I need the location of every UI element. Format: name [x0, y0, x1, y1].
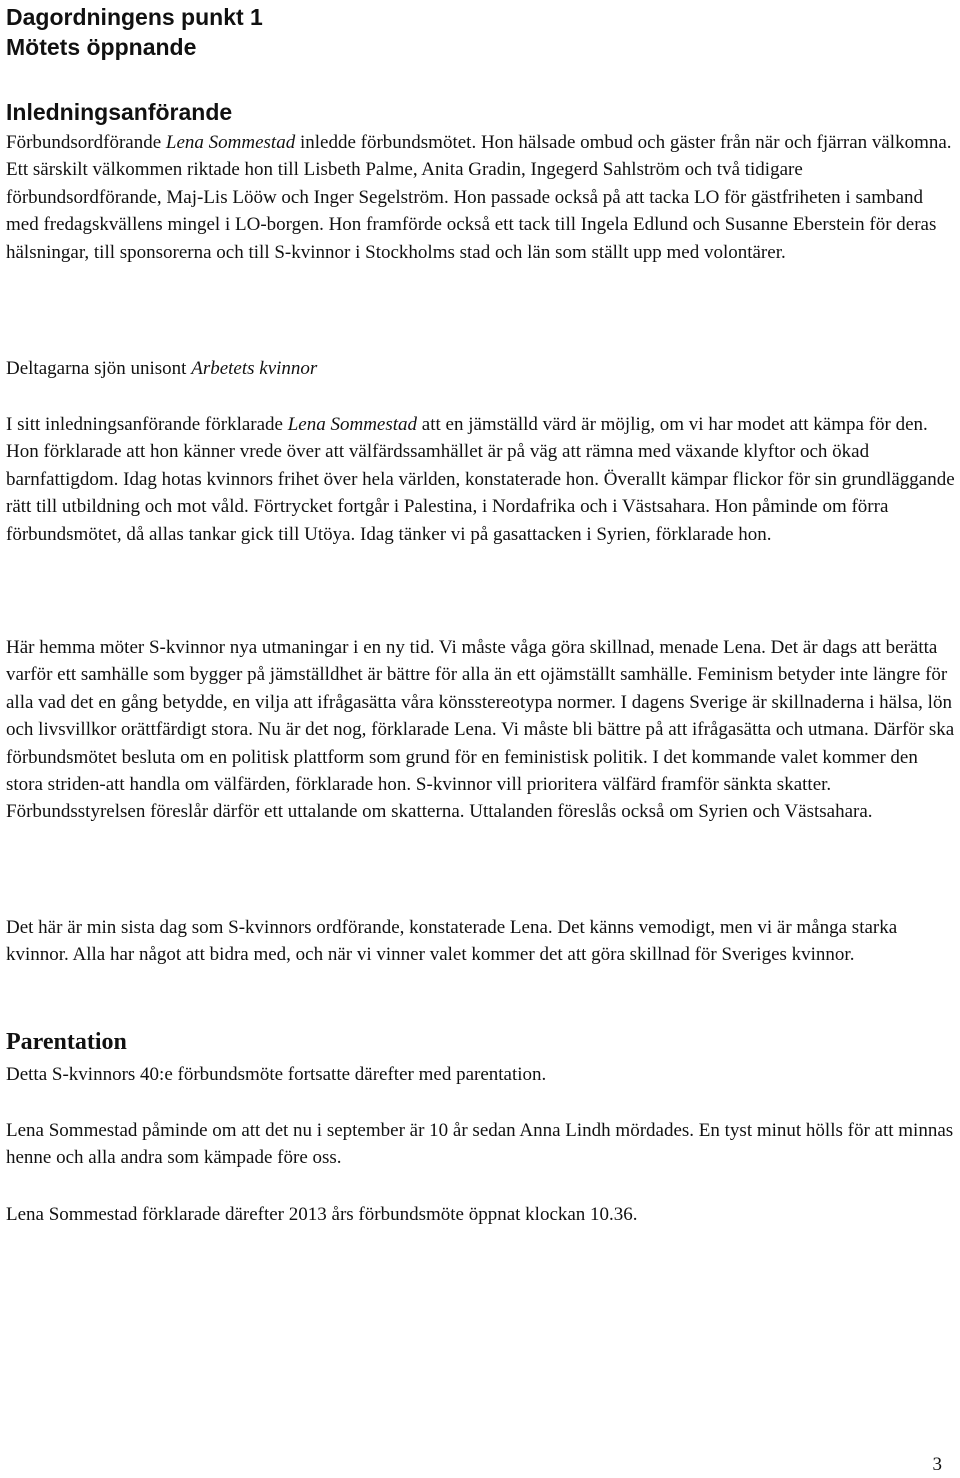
section-title-parentation: Parentation: [6, 1029, 127, 1055]
paragraph-welcome: [6, 129, 956, 266]
text-run: att en jämställd värd är möjlig, om vi har modet att kämpa för den. Hon förklarade att hon känner vrede över att välfärdssamhället är på väg att rämna med växande klyftor och ökad barnfattigdom. Idag hotas kvinnors frihet över hela världen, konstaterade hon. Överallt kämpar flickor för sin grundläggande rätt till utbildning och mot våld. Förtrycket fortgår i Palestina, i Nordafrika och i Västsahara. Hon påminde om förra förbundsmötet, då allas tankar gick till Utöya. Idag tänker vi på gasattacken i Syrien, förklarade hon.: [6, 414, 955, 545]
text-run: inledde förbundsmötet. Hon hälsade ombud och gäster från när och fjärran välkomna. Ett särskilt välkommen riktade hon till Lisbeth Palme, Anita Gradin, Ingegerd Sahlström och två tidigare förbundsordförande, Maj-Lis Lööw och Inger Segelström. Hon passade också på att tacka LO för gästfriheten i samband med fredagskvällens mingel i LO-borgen. Hon framförde också ett tack till Ingela Edlund och Susanne Eberstein för deras hälsningar, till sponsorerna och till S-kvinnor i Stockholms stad och län som ställt upp med volontärer.: [6, 132, 952, 263]
paragraph-farewell: Det här är min sista dag som S-kvinnors ordförande, konstaterade Lena. Det känns vemodigt, men vi är många starka kvinnor. Alla har något att bidra med, och när vi vinner valet kommer det att göra skillnad för Sveriges kvinnor.: [6, 917, 898, 966]
text-run: Förbundsordförande: [6, 132, 166, 153]
text-run: Deltagarna sjön unisont: [6, 358, 192, 379]
agenda-item-title: Dagordningens punkt 1: [6, 4, 263, 30]
paragraph-meeting-opened: Lena Sommestad förklarade därefter 2013 års förbundsmöte öppnat klockan 10.36.: [6, 1204, 638, 1225]
paragraph-challenges: Här hemma möter S-kvinnor nya utmaningar i en ny tid. Vi måste våga göra skillnad, menade Lena. Det är dags att berätta varför ett samhälle som bygger på jämställdhet är bättre för alla än ett ojämställt samhälle. Feminism betyder inte längre för alla vad det en gång betydde, en vilja att ifrågasätta våra könsstereotypa normer. I dagens Sverige är skillnaderna i hälsa, lön och livsvillkor orättfärdigt stora. Nu är det nog, förklarade Lena. Vi måste bli bättre på att ifrågasätta och utmana. Därför ska förbundsmötet besluta om en politisk plattform som grund för en feministisk politik. I det kommande valet kommer den stora striden-att handla om välfärden, förklarade hon. S-kvinnor vill prioritera välfärd framför sänkta skatter. Förbundsstyrelsen föreslår därför ett uttalande om skatterna. Uttalanden föreslås också om Syrien och Västsahara.: [6, 637, 955, 823]
italic-name: Lena Sommestad: [287, 414, 418, 435]
text-run: I sitt inledningsanförande förklarade: [6, 414, 288, 435]
section-title-inledning: Inledningsanförande: [6, 99, 233, 125]
paragraph-minute-of-silence: Lena Sommestad påminde om att det nu i september är 10 år sedan Anna Lindh mördades. En tyst minut hölls för att minnas henne och alla andra som kämpade före oss.: [6, 1120, 954, 1169]
paragraph-parentation: Detta S-kvinnors 40:e förbundsmöte fortsatte därefter med parentation.: [6, 1064, 547, 1085]
page-number: 3: [932, 1454, 942, 1475]
agenda-item-subtitle: Mötets öppnande: [6, 34, 197, 60]
paragraph-song: [6, 355, 956, 382]
italic-name: Lena Sommestad: [165, 132, 296, 153]
italic-song-title: Arbetets kvinnor: [191, 358, 318, 379]
agenda-heading: [6, 2, 263, 62]
paragraph-speech: [6, 411, 956, 548]
